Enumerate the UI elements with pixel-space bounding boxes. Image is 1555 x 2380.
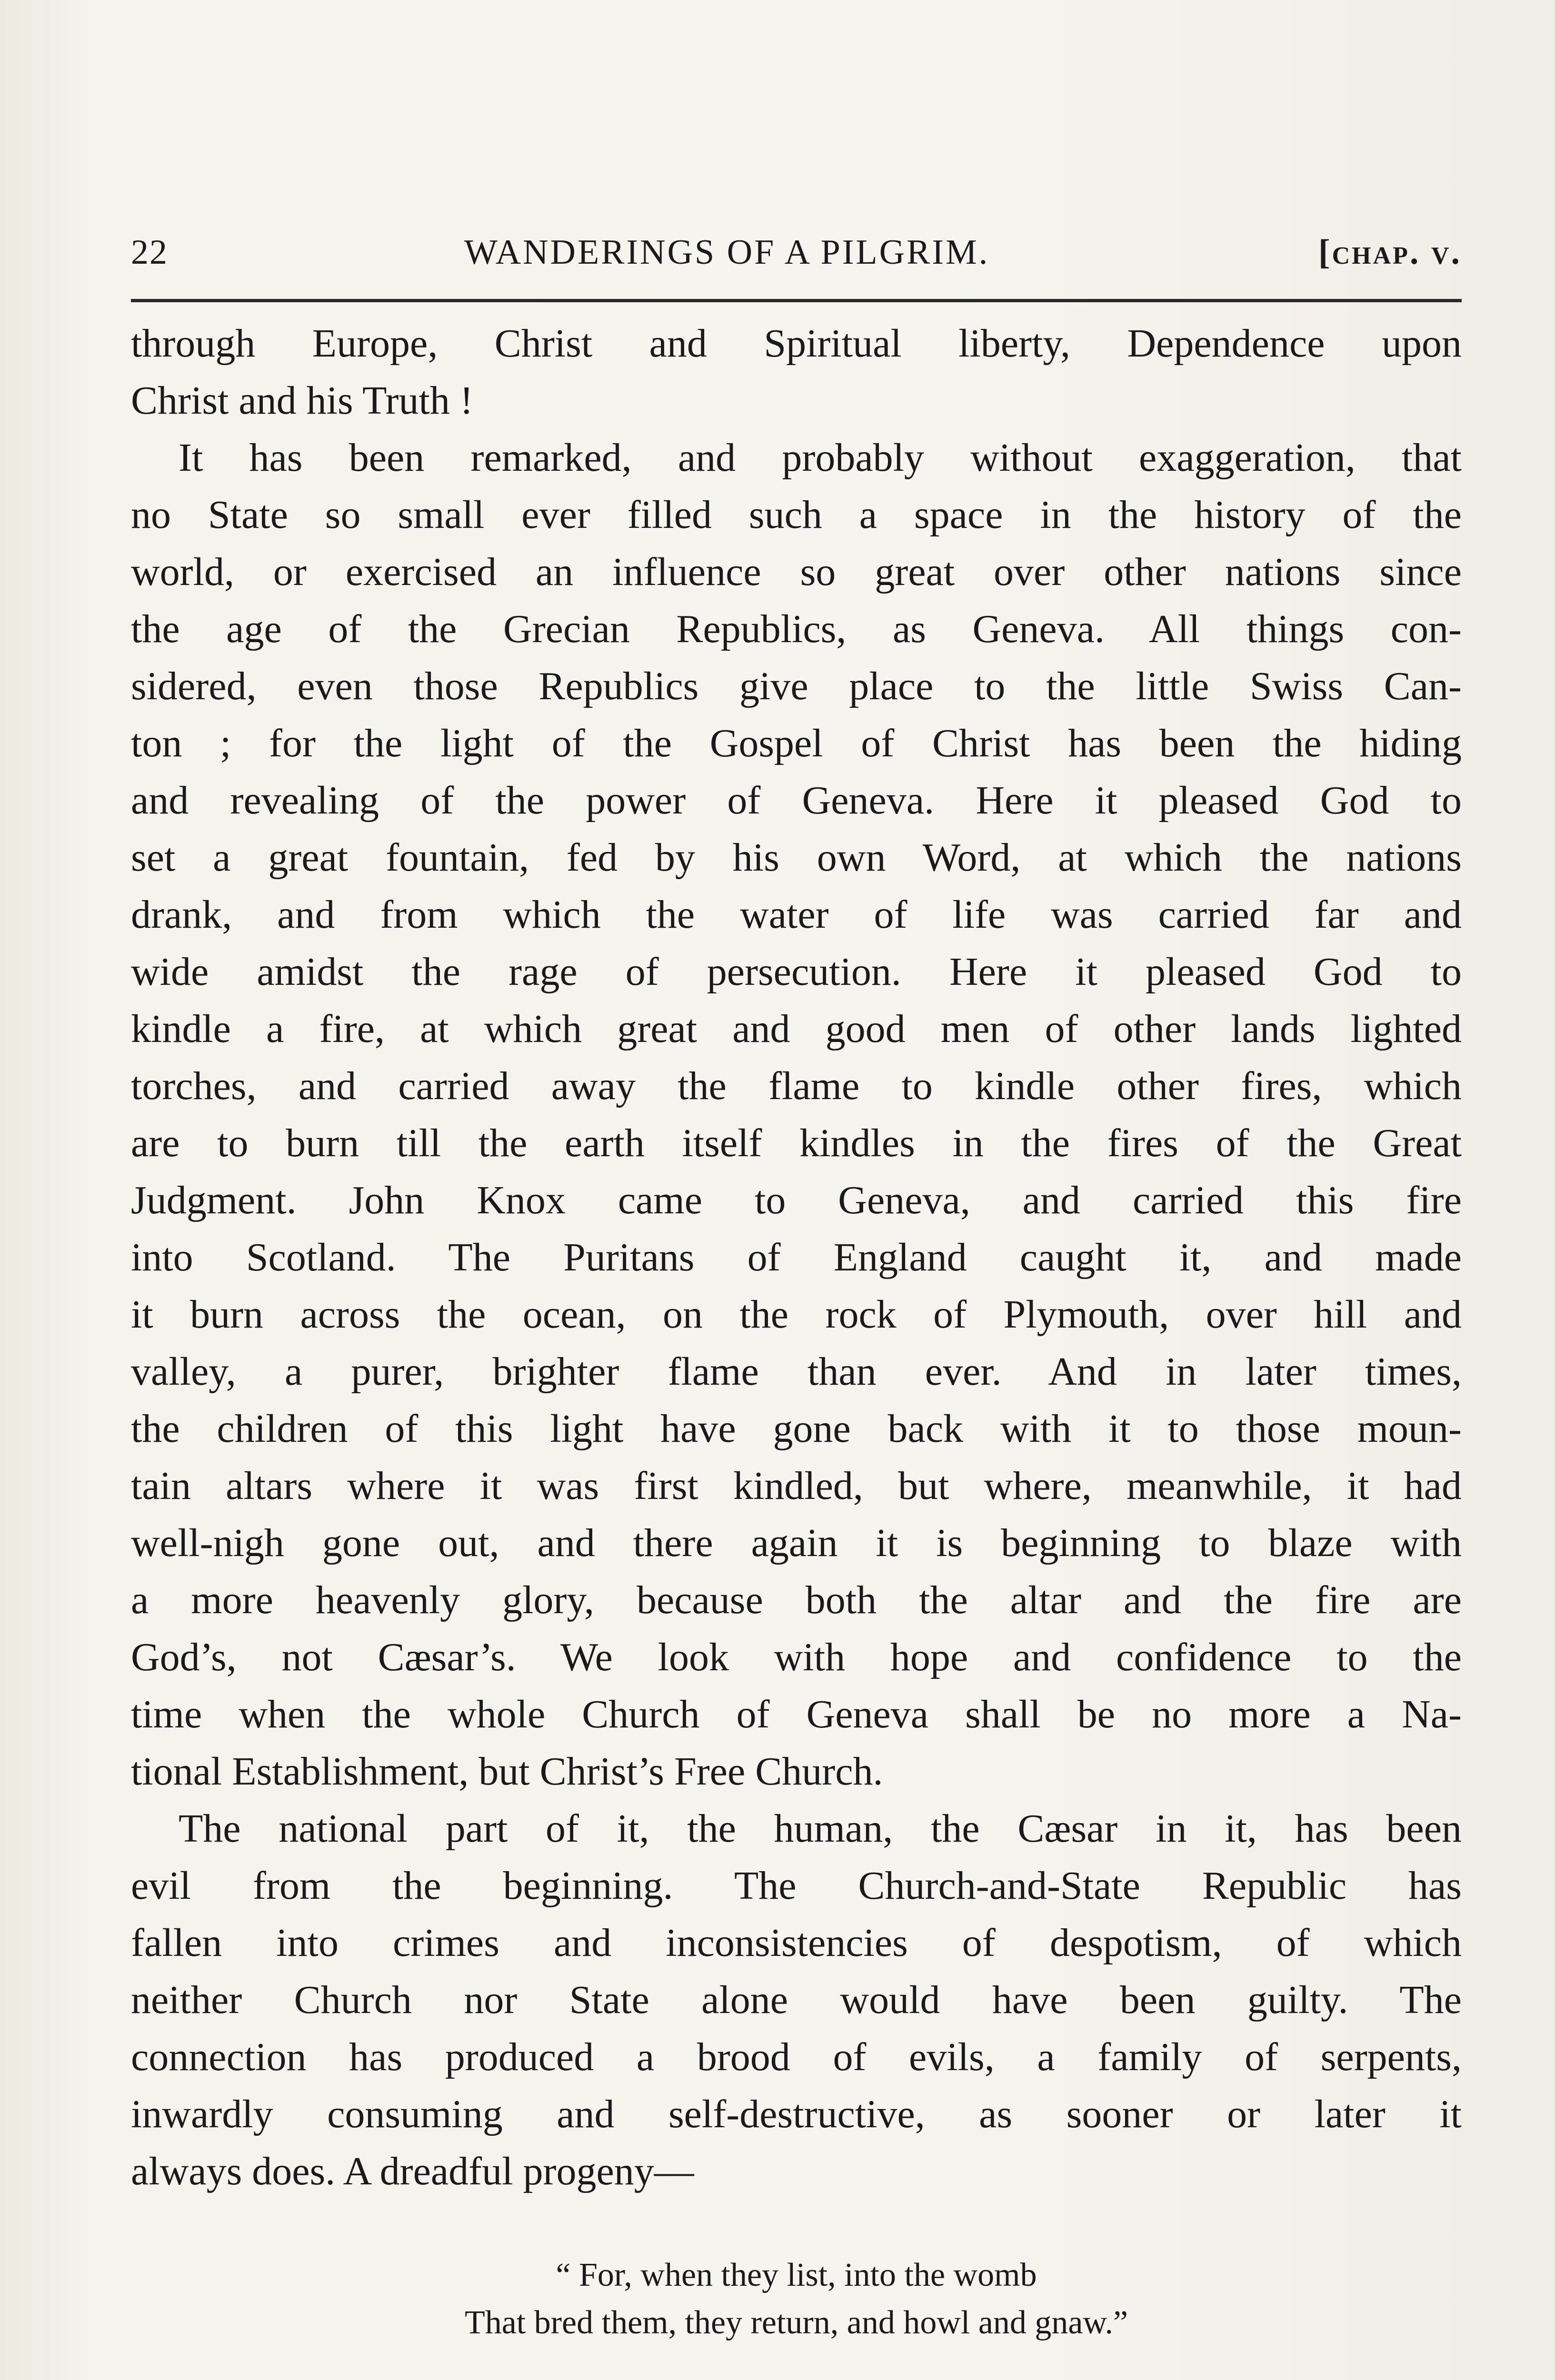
text-line: a more heavenly glory, because both the altar and the fire are — [131, 1578, 1462, 1622]
text-line: evil from the beginning. The Church-and-State Republic has — [131, 1864, 1462, 1908]
chapter-reference: [chap. v. — [1318, 233, 1462, 272]
text-line: well-nigh gone out, and there again it is beginning to blaze with — [131, 1521, 1462, 1565]
verse-quote — [131, 2251, 1462, 2347]
text-line: torches, and carried away the flame to kindle other fires, which — [131, 1064, 1462, 1108]
text-line: it burn across the ocean, on the rock of Plymouth, over hill and — [131, 1292, 1462, 1337]
text-line: and revealing of the power of Geneva. Here it pleased God to — [131, 778, 1462, 823]
quote-line: That bred them, they return, and howl and gnaw.” — [464, 2304, 1128, 2341]
text-line: tain altars where it was first kindled, but where, meanwhile, it had — [131, 1464, 1462, 1508]
text-line: ton ; for the light of the Gospel of Christ has been the hiding — [131, 721, 1462, 765]
text-line: valley, a purer, brighter flame than ever. And in later times, — [131, 1349, 1462, 1394]
text-line: no State so small ever filled such a space in the history of the — [131, 493, 1462, 537]
text-line: the children of this light have gone back with it to those moun- — [131, 1407, 1462, 1451]
text-line: Judgment. John Knox came to Geneva, and carried this fire — [131, 1178, 1462, 1222]
text-line: tional Establishment, but Christ’s Free Church. — [131, 1749, 883, 1794]
quote-line: “ For, when they list, into the womb — [556, 2257, 1037, 2293]
page-header — [131, 228, 1462, 289]
body-text — [131, 315, 1462, 2200]
text-line: always does. A dreadful progeny— — [131, 2149, 694, 2193]
text-line: the age of the Grecian Republics, as Geneva. All things con- — [131, 607, 1462, 651]
text-line: into Scotland. The Puritans of England caught it, and made — [131, 1235, 1462, 1279]
text-line: time when the whole Church of Geneva shall be no more a Na- — [131, 1692, 1462, 1736]
text-line: are to burn till the earth itself kindles in the fires of the Great — [131, 1121, 1462, 1165]
text-line: Christ and his Truth ! — [131, 378, 473, 423]
text-line: neither Church nor State alone would have been guilty. The — [131, 1978, 1462, 2022]
text-line: It has been remarked, and probably without exaggeration, that — [179, 436, 1462, 480]
text-line: drank, and from which the water of life was carried far and — [131, 892, 1462, 937]
header-rule — [131, 299, 1462, 302]
text-line: world, or exercised an influence so great over other nations since — [131, 550, 1462, 594]
text-line: sidered, even those Republics give place to the little Swiss Can- — [131, 664, 1462, 708]
running-title: WANDERINGS OF A PILGRIM. — [464, 233, 990, 272]
text-line: through Europe, Christ and Spiritual liberty, Dependence upon — [131, 321, 1462, 366]
text-line: inwardly consuming and self-destructive, as sooner or later it — [131, 2092, 1462, 2136]
text-line: wide amidst the rage of persecution. Here it pleased God to — [131, 950, 1462, 994]
text-line: The national part of it, the human, the Cæsar in it, has been — [179, 1806, 1462, 1851]
text-line: connection has produced a brood of evils, a family of serpents, — [131, 2035, 1462, 2079]
text-line: kindle a fire, at which great and good men of other lands lighted — [131, 1007, 1462, 1051]
page-number: 22 — [131, 233, 168, 272]
text-line: fallen into crimes and inconsistencies of despotism, of which — [131, 1921, 1462, 1965]
text-line: set a great fountain, fed by his own Word, at which the nations — [131, 835, 1462, 880]
text-line: God’s, not Cæsar’s. We look with hope and confidence to the — [131, 1635, 1462, 1679]
